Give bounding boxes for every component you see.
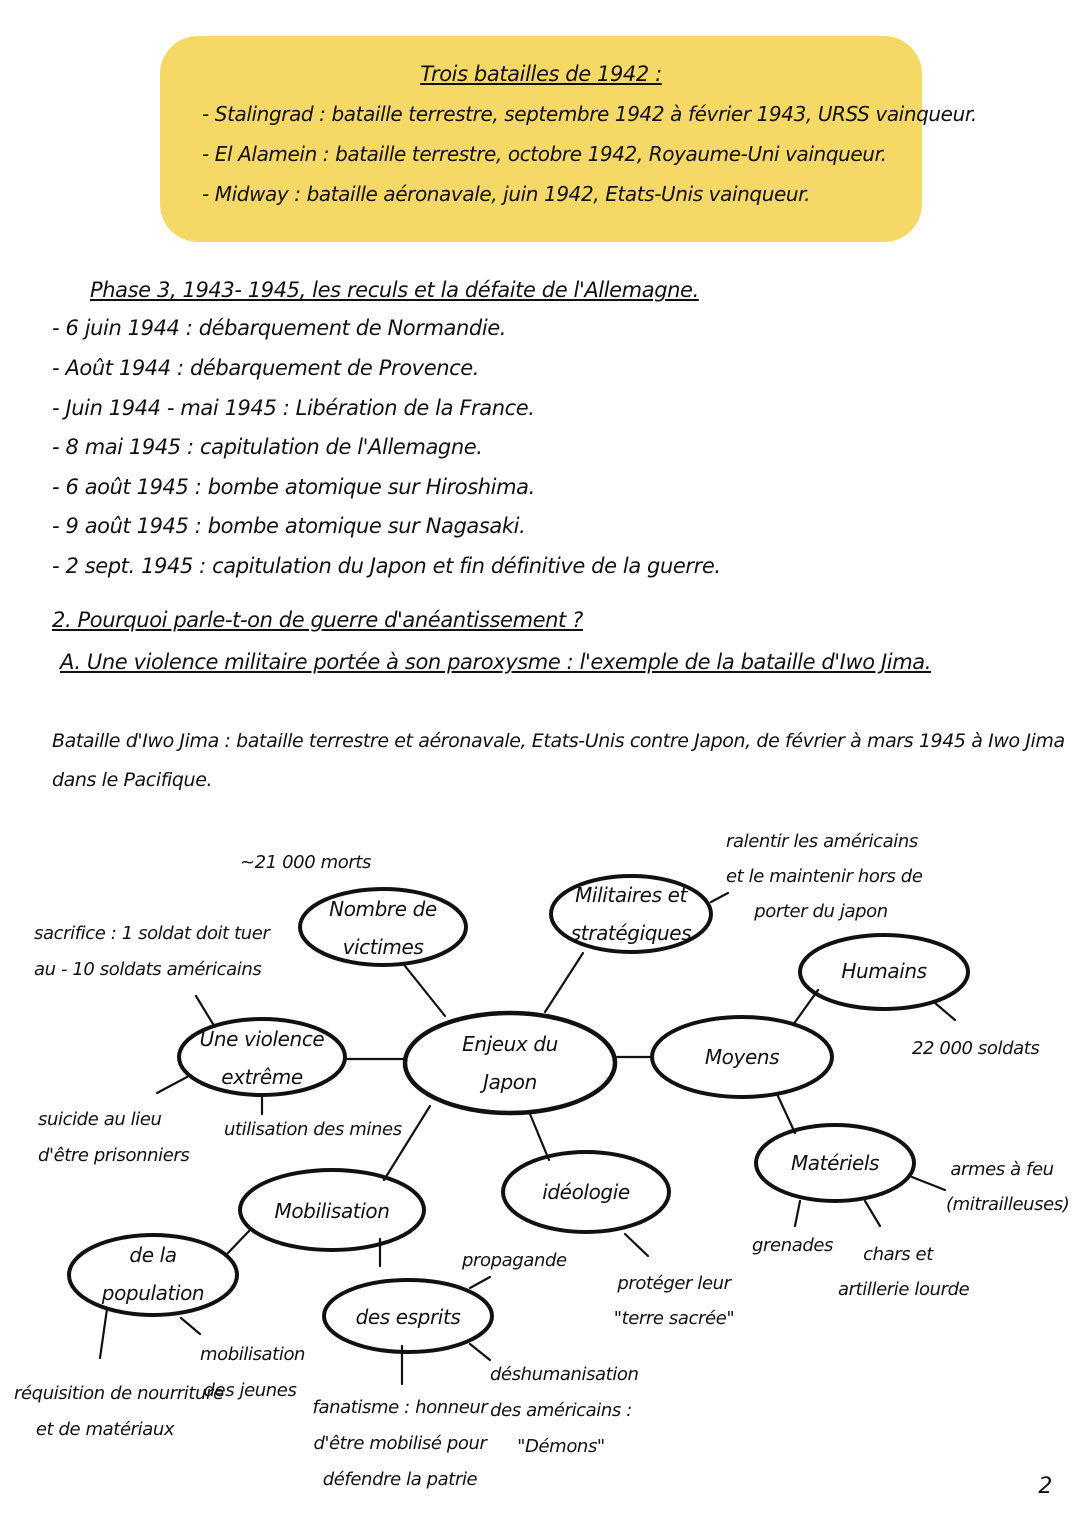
edge-esprits-deshumanisation <box>470 1344 490 1360</box>
phase3-event: - Août 1944 : débarquement de Provence. <box>52 356 480 380</box>
node-mobilisation: Mobilisation <box>274 1199 390 1223</box>
edge-population-jeunes <box>181 1318 200 1334</box>
node-militaires <box>551 876 711 952</box>
node-victimes-line2: victimes <box>342 935 424 959</box>
note-chars-line2: artillerie lourde <box>838 1279 970 1300</box>
iwo-jima-paragraph-line2: dans le Pacifique. <box>52 769 213 791</box>
note-deshumanisation-line2: des américains : <box>490 1400 632 1421</box>
note-fanatisme-line3: défendre la patrie <box>322 1469 478 1490</box>
node-population-line2: population <box>101 1281 205 1305</box>
edge-esprits-propagande <box>470 1277 490 1288</box>
node-militaires-line2: stratégiques <box>570 921 692 945</box>
note-requisition <box>14 1376 224 1448</box>
phase3-event: - 9 août 1945 : bombe atomique sur Nagasaki. <box>52 514 526 538</box>
node-center-line1: Enjeux du <box>462 1032 558 1056</box>
edge-center-ideologie <box>530 1114 549 1160</box>
node-militaires-line1: Militaires et <box>575 883 687 907</box>
note-armes-line2: (mitrailleuses) <box>946 1194 1070 1215</box>
phase3-event: - 2 sept. 1945 : capitulation du Japon et fin définitive de la guerre. <box>52 554 721 578</box>
phase3-title: Phase 3, 1943- 1945, les reculs et la défaite de l'Allemagne. <box>90 278 699 302</box>
note-fanatisme <box>312 1390 488 1498</box>
note-armes <box>946 1152 1070 1222</box>
phase3-event: - 6 août 1945 : bombe atomique sur Hiroshima. <box>52 475 535 499</box>
edge-materiels-grenades <box>795 1201 800 1226</box>
node-victimes <box>300 890 466 966</box>
edge-moyens-materiels <box>777 1094 795 1133</box>
phase3-event: - Juin 1944 - mai 1945 : Libération de la France. <box>52 396 535 420</box>
node-population <box>69 1236 237 1312</box>
note-proteger <box>612 1266 736 1336</box>
edge-ideologie-proteger <box>625 1234 648 1256</box>
note-fanatisme-line2: d'être mobilisé pour <box>313 1433 487 1454</box>
phase3-event: - 6 juin 1944 : débarquement de Normandie. <box>52 316 507 340</box>
iwo-jima-paragraph-line1: Bataille d'Iwo Jima : bataille terrestre et aéronavale, Etats-Unis contre Japon, de février à mars 1945 à Iwo Jima <box>52 730 1065 752</box>
edge-humains-note <box>935 1003 955 1020</box>
note-chars-line1: chars et <box>863 1244 933 1265</box>
node-violence-line1: Une violence <box>199 1027 325 1051</box>
note-deshumanisation-line1: déshumanisation <box>490 1364 639 1385</box>
note-morts: ~21 000 morts <box>240 852 371 873</box>
node-esprits: des esprits <box>355 1305 461 1329</box>
note-suicide-line2: d'être prisonniers <box>38 1145 190 1166</box>
edge-center-mobilisation <box>384 1106 430 1180</box>
note-chars <box>838 1237 970 1307</box>
node-humains: Humains <box>841 959 927 983</box>
note-fanatisme-line1: fanatisme : honneur <box>312 1397 488 1418</box>
box-line-el-alamein: - El Alamein : bataille terrestre, octobre 1942, Royaume-Uni vainqueur. <box>202 142 887 166</box>
note-ralentir-line1: ralentir les américains <box>726 831 918 852</box>
node-center <box>405 1025 615 1101</box>
edge-center-victimes <box>405 966 445 1016</box>
note-ralentir-line2: et le maintenir hors de <box>726 866 923 887</box>
note-mines: utilisation des mines <box>224 1119 402 1140</box>
edge-center-militaires <box>545 953 583 1012</box>
edge-moyens-humains <box>793 990 818 1025</box>
note-armes-line1: armes à feu <box>950 1159 1054 1180</box>
node-violence-line2: extrême <box>221 1065 303 1089</box>
note-sacrifice-line2: au - 10 soldats américains <box>34 959 262 980</box>
page-number: 2 <box>1038 1474 1052 1499</box>
node-ideologie: idéologie <box>542 1180 630 1204</box>
box-line-midway: - Midway : bataille aéronavale, juin 1942, Etats-Unis vainqueur. <box>202 182 811 206</box>
note-ralentir-line3: porter du japon <box>754 901 888 922</box>
edge-population-requisition <box>100 1309 107 1358</box>
note-mob-jeunes-line2: des jeunes <box>203 1380 297 1401</box>
node-population-line1: de la <box>129 1243 177 1267</box>
phase3-event: - 8 mai 1945 : capitulation de l'Allemagne. <box>52 435 483 459</box>
edge-materiels-armes <box>912 1177 945 1190</box>
note-deshumanisation-line3: "Démons" <box>517 1436 605 1457</box>
note-soldats: 22 000 soldats <box>912 1038 1040 1059</box>
note-proteger-line1: protéger leur <box>617 1273 731 1294</box>
note-mob-jeunes-line1: mobilisation <box>200 1344 306 1365</box>
node-victimes-line1: Nombre de <box>329 897 437 921</box>
note-ralentir <box>726 824 923 929</box>
node-violence <box>179 1020 345 1096</box>
node-center-line2: Japon <box>483 1070 537 1094</box>
node-moyens: Moyens <box>704 1045 780 1069</box>
note-deshumanisation <box>490 1357 639 1465</box>
node-materiels: Matériels <box>790 1151 880 1175</box>
note-propagande: propagande <box>462 1250 567 1271</box>
note-proteger-line2: "terre sacrée" <box>613 1308 735 1329</box>
note-suicide <box>38 1102 189 1174</box>
note-sacrifice-line1: sacrifice : 1 soldat doit tuer <box>34 923 270 944</box>
edge-materiels-chars <box>865 1201 880 1226</box>
section2-subtitle: A. Une violence militaire portée à son paroxysme : l'exemple de la bataille d'Iwo Jima. <box>60 650 931 674</box>
note-suicide-line1: suicide au lieu <box>38 1109 162 1130</box>
note-requisition-line2: et de matériaux <box>35 1419 175 1440</box>
section2-title: 2. Pourquoi parle-t-on de guerre d'anéantissement ? <box>52 608 583 632</box>
box-title: Trois batailles de 1942 : <box>420 62 662 86</box>
note-requisition-line1: réquisition de nourriture <box>14 1383 224 1404</box>
box-line-stalingrad: - Stalingrad : bataille terrestre, septembre 1942 à février 1943, URSS vainqueur. <box>202 102 977 126</box>
note-sacrifice <box>34 916 269 988</box>
note-grenades: grenades <box>752 1235 834 1256</box>
